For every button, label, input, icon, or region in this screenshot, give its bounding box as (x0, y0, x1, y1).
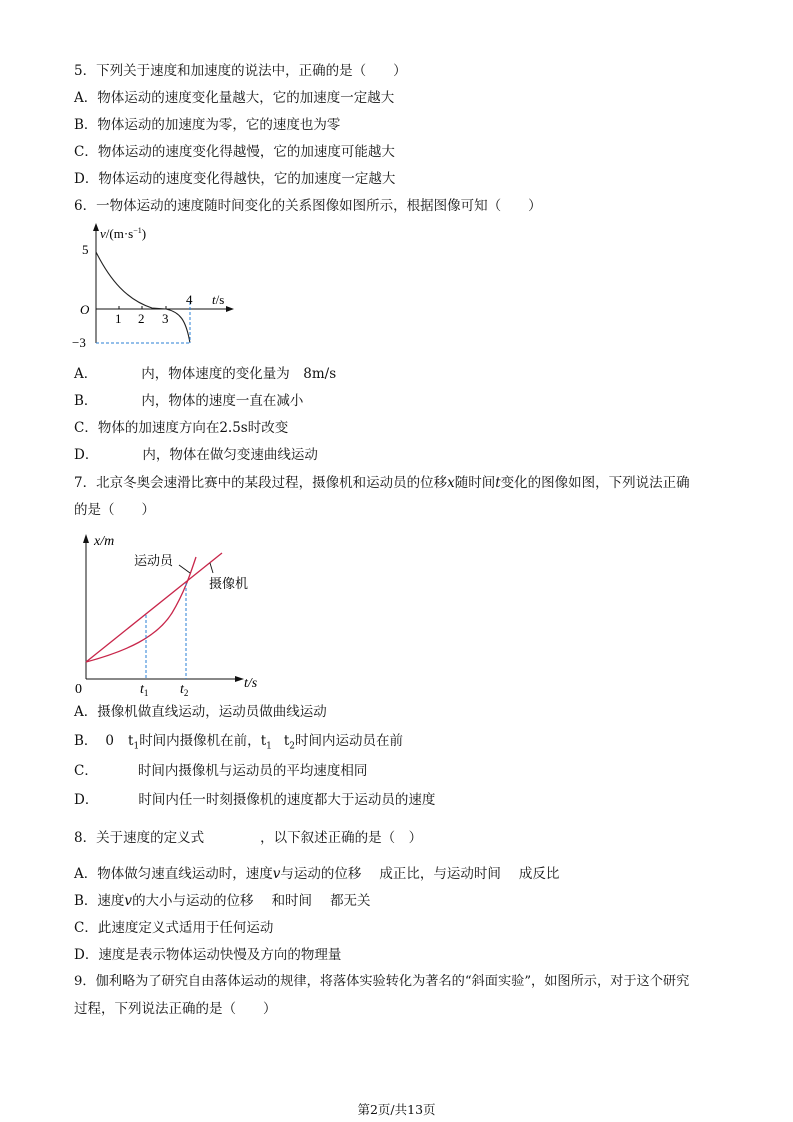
q8-option-a: A．物体做匀速直线运动时，速度v与运动的位移 成正比，与运动时间 成反比 (74, 866, 560, 882)
q9-stem-line2: 过程，下列说法正确的是（ ） (74, 1001, 277, 1017)
q7-option-d: D． 时间内任一时刻摄像机的速度都大于运动员的速度 (74, 792, 436, 808)
q7-t-axis-arrow (235, 676, 244, 682)
q6-option-d: D． 内，物体在做匀变速曲线运动 (74, 447, 318, 463)
q6-tick-5: 5 (82, 242, 89, 257)
q7-stem-line1: 7．北京冬奥会速滑比赛中的某段过程，摄像机和运动员的位移x随时间t变化的图像如图，下列说法正确 (74, 475, 690, 491)
q7-camera-line (86, 553, 222, 662)
q5-option-b: B．物体运动的加速度为零，它的速度也为零 (74, 117, 341, 133)
q7-camera-label: 摄像机 (209, 576, 249, 591)
q5-option-d: D．物体运动的速度变化得越快，它的加速度一定越大 (74, 171, 396, 187)
q7-stem-line2: 的是（ ） (74, 502, 155, 518)
q7-y-axis-label: x/m (94, 534, 115, 549)
q7-athlete-leader (179, 565, 190, 573)
q7-option-a: A．摄像机做直线运动，运动员做曲线运动 (74, 704, 327, 720)
q8-option-c: C．此速度定义式适用于任何运动 (74, 920, 274, 936)
q7-athlete-curve (86, 557, 196, 662)
q6-stem: 6．一物体运动的速度随时间变化的关系图像如图所示，根据图像可知（ ） (74, 198, 542, 214)
q8-stem: 8．关于速度的定义式 ，以下叙述正确的是（ ） (74, 830, 423, 846)
q6-y-axis-label: $v/(m\cdot s^{-1})$ (100, 226, 147, 241)
q6-v-axis-arrow (93, 223, 99, 231)
q6-velocity-curve (96, 252, 190, 343)
q5-option-a: A．物体运动的速度变化量越大，它的加速度一定越大 (74, 90, 395, 106)
q7-t-axis-label: t/s (244, 676, 258, 691)
q7-x-axis-arrow (83, 534, 89, 543)
q6-tick-neg3: −3 (72, 335, 86, 350)
q7-option-c: C． 时间内摄像机与运动员的平均速度相同 (74, 763, 368, 779)
q6-tick-2: 2 (138, 311, 145, 326)
q7-t1-label: $t_1$ (140, 682, 149, 697)
q6-tick-3: 3 (162, 311, 169, 326)
q7-option-b: B． 0 $t_1$时间内摄像机在前，$t_1$ $t_2$时间内运动员在前 (74, 733, 404, 752)
q7-camera-leader (210, 563, 213, 573)
q6-option-b: B． 内，物体的速度一直在减小 (74, 393, 304, 409)
q6-tick-1: 1 (115, 311, 122, 326)
q6-origin: O (80, 302, 90, 317)
q6-t-axis-arrow (226, 306, 234, 312)
q6-option-c: C．物体的加速度方向在2.5s时改变 (74, 420, 289, 436)
q8-option-d: D．速度是表示物体运动快慢及方向的物理量 (74, 947, 342, 963)
q7-t2-label: $t_2$ (180, 682, 189, 697)
q7-origin: 0 (75, 682, 82, 697)
q7-athlete-label: 运动员 (134, 553, 174, 568)
q6-velocity-time-graph (72, 222, 262, 357)
q6-option-a: A． 内，物体速度的变化量为 8m/s (74, 366, 337, 382)
q5-stem: 5．下列关于速度和加速度的说法中，正确的是（ ） (74, 63, 407, 79)
page-footer: 第2页/共13页 (357, 1102, 436, 1117)
q8-option-b: B．速度v的大小与运动的位移 和时间 都无关 (74, 893, 371, 909)
q9-stem-line1: 9．伽利略为了研究自由落体运动的规律，将落体实验转化为著名的“斜面实验”，如图所示，对于这个研究 (74, 974, 690, 989)
q5-option-c: C．物体运动的速度变化得越慢，它的加速度可能越大 (74, 144, 395, 160)
q7-displacement-time-graph (72, 525, 272, 697)
q6-x-axis-label: t/s (212, 292, 225, 307)
q6-tick-4: 4 (186, 292, 193, 307)
